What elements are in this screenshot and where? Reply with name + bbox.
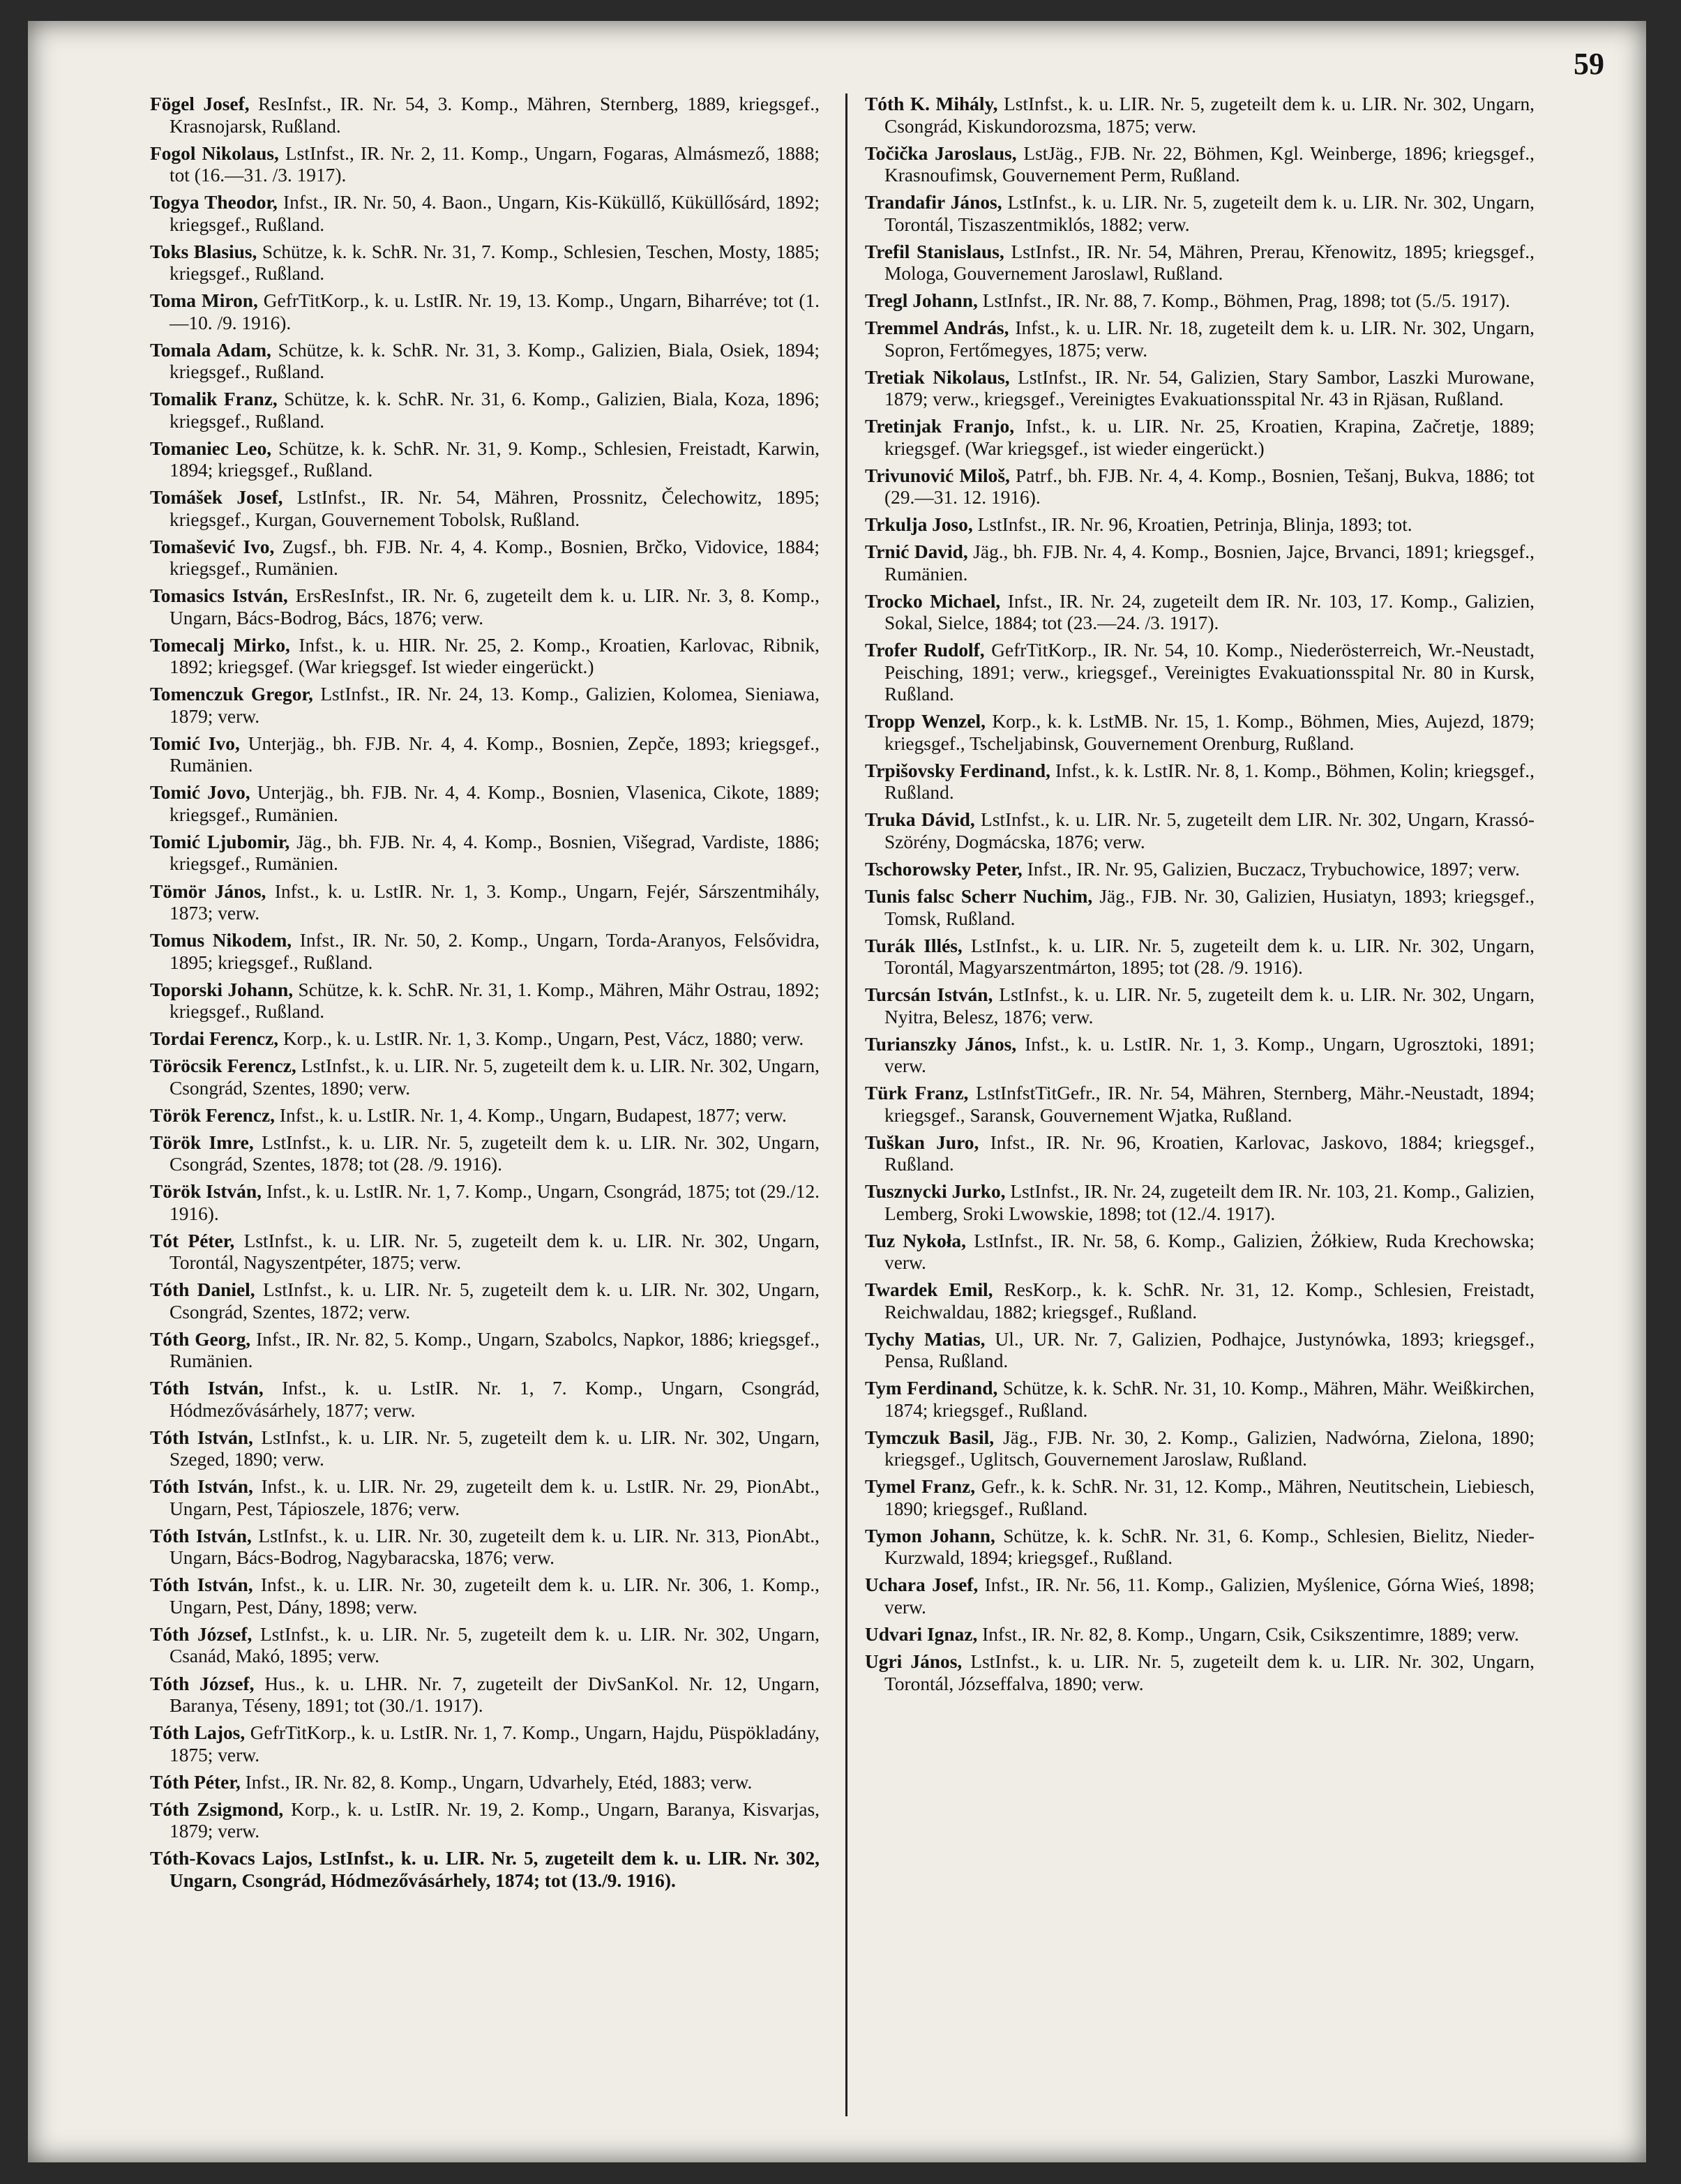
entry-details: Infst., IR. Nr. 95, Galizien, Buczacz, Trybuchowice, 1897; verw. (1022, 858, 1520, 880)
entry-details: LstInfst., k. u. LIR. Nr. 5, zugeteilt dem k. u. LIR. Nr. 302, Ungarn, Torontál, Magyarszentmárton, 1895; tot (28. /9. 1916). (884, 935, 1535, 979)
entry-details: LstInfst., IR. Nr. 54, Mähren, Prerau, Křenowitz, 1895; kriegsgef., Mologa, Gouvernement Jaroslawl, Rußland. (884, 241, 1535, 285)
column-divider (845, 93, 847, 2116)
entry-details: Schütze, k. k. SchR. Nr. 31, 7. Komp., Schlesien, Teschen, Mosty, 1885; kriegsgef., Rußland. (169, 241, 820, 285)
entry-details: Unterjäg., bh. FJB. Nr. 4, 4. Komp., Bosnien, Zepče, 1893; kriegsgef., Rumänien. (169, 732, 820, 776)
entry-name: Török István, (150, 1181, 262, 1203)
entry-name: Tomenczuk Gregor, (150, 684, 313, 705)
entry-details: Infst., IR. Nr. 82, 5. Komp., Ungarn, Szabolcs, Napkor, 1886; kriegsgef., Rumänien. (169, 1328, 820, 1372)
entry-name: Truka Dávid, (865, 809, 975, 831)
entry-details: Patrf., bh. FJB. Nr. 4, 4. Komp., Bosnien, Tešanj, Bukva, 1886; tot (29.—31. 12. 1916). (884, 465, 1535, 509)
list-item (150, 438, 820, 482)
entry-details: Schütze, k. k. SchR. Nr. 31, 6. Komp., Schlesien, Bielitz, Nieder-Kurzwald, 1894; kriegsgef., Rußland. (884, 1525, 1535, 1569)
list-item (865, 935, 1535, 979)
entry-details: Schütze, k. k. SchR. Nr. 31, 3. Komp., Galizien, Biala, Osiek, 1894; kriegsgef., Rußland. (169, 339, 820, 383)
entry-name: Tömör János, (150, 880, 266, 902)
entry-name: Twardek Emil, (865, 1279, 993, 1301)
entry-name: Tuz Nykoła, (865, 1230, 966, 1251)
list-item (865, 1476, 1535, 1520)
list-item (150, 1055, 820, 1099)
entry-name: Töröcsik Ferencz, (150, 1055, 296, 1077)
entry-details: LstInfst., k. u. LIR. Nr. 5, zugeteilt dem k. u. LIR. Nr. 302, Ungarn, Nyitra, Belesz, 1876; verw. (884, 984, 1535, 1027)
entry-details: Infst., k. u. LIR. Nr. 18, zugeteilt dem k. u. LIR. Nr. 302, Ungarn, Sopron, Fertőmegyes, 1875; verw. (884, 317, 1535, 361)
list-item (865, 711, 1535, 755)
list-item (150, 1574, 820, 1618)
entry-details: LstInfst., k. u. LIR. Nr. 5, zugeteilt dem k. u. LIR. Nr. 302, Ungarn, Csongrád, Szentes, 1878; tot (28. /9. 1916). (169, 1131, 820, 1175)
entry-name: Tusznycki Jurko, (865, 1181, 1006, 1203)
entry-details: ResInfst., IR. Nr. 54, 3. Komp., Mähren, Sternberg, 1889, kriegsgef., Krasnojarsk, Rußland. (169, 93, 820, 137)
entry-name: Trkulja Joso, (865, 514, 973, 536)
list-item (865, 514, 1535, 536)
list-item (150, 93, 820, 137)
list-item (150, 585, 820, 629)
entry-details: Hus., k. u. LHR. Nr. 7, zugeteilt der DivSanKol. Nr. 12, Ungarn, Baranya, Téseny, 1891; tot (30./1. 1917). (169, 1673, 820, 1717)
entry-name: Tregl Johann, (865, 290, 978, 312)
entry-name: Tomala Adam, (150, 339, 271, 361)
entry-name: Uchara Josef, (865, 1574, 979, 1596)
entry-details: Infst., IR. Nr. 56, 11. Komp., Galizien, Myślenice, Górna Wieś, 1898; verw. (884, 1574, 1535, 1618)
list-item (865, 640, 1535, 706)
entry-details: Korp., k. u. LstIR. Nr. 1, 3. Komp., Ungarn, Pest, Vácz, 1880; verw. (278, 1028, 804, 1050)
entry-details: Infst., k. k. LstIR. Nr. 8, 1. Komp., Böhmen, Kolin; kriegsgef., Rußland. (884, 760, 1535, 804)
entry-name: Tunis falsc Scherr Nuchim, (865, 886, 1093, 907)
entry-details: LstInfst., k. u. LIR. Nr. 5, zugeteilt dem k. u. LIR. Nr. 302, Ungarn, Csongrád, Szentes, 1890; verw. (169, 1055, 820, 1099)
entry-name: Tóth Péter, (150, 1771, 241, 1793)
entry-details: Gefr., k. k. SchR. Nr. 31, 12. Komp., Mähren, Neutitschein, Liebiesch, 1890; kriegsgef., Rußland. (884, 1476, 1535, 1519)
list-item (150, 241, 820, 285)
list-item (865, 192, 1535, 236)
entry-name: Tymel Franz, (865, 1476, 976, 1498)
entry-details: Infst., k. u. LIR. Nr. 25, Kroatien, Krapina, Začretje, 1889; kriegsgef. (War kriegsgef., ist wieder eingerückt.) (884, 416, 1535, 459)
entry-details: Infst., k. u. HIR. Nr. 25, 2. Komp., Kroatien, Karlovac, Ribnik, 1892; kriegsgef. (War kriegsgef. Ist wieder eingerückt.) (169, 634, 820, 678)
list-item (150, 831, 820, 875)
entry-name: Török Imre, (150, 1131, 254, 1153)
entry-name: Trandafir János, (865, 192, 1002, 213)
list-item (150, 487, 820, 531)
entry-name: Trivunović Miloš, (865, 465, 1010, 486)
entry-details: LstInfst., IR. Nr. 54, Mähren, Prossnitz, Čelechowitz, 1895; kriegsgef., Kurgan, Gouvernement Tobolsk, Rußland. (169, 487, 820, 530)
entry-details: LstInfst., k. u. LIR. Nr. 5, zugeteilt dem k. u. LIR. Nr. 302, Ungarn, Torontál, Józseffalva, 1890; verw. (884, 1650, 1535, 1694)
entry-details: Infst., k. u. LstIR. Nr. 1, 3. Komp., Ungarn, Fejér, Sárszentmihály, 1873; verw. (169, 880, 820, 924)
list-item (150, 1526, 820, 1569)
entry-name: Tóth József, (150, 1623, 252, 1645)
entry-name: Tót Péter, (150, 1230, 235, 1251)
entry-name: Ugri János, (865, 1650, 963, 1672)
list-item (150, 881, 820, 925)
entry-details: GefrTitKorp., k. u. LstIR. Nr. 19, 13. Komp., Ungarn, Biharréve; tot (1.—10. /9. 1916). (169, 290, 820, 333)
list-item (865, 591, 1535, 635)
list-item (150, 1624, 820, 1668)
list-item (150, 635, 820, 679)
entry-name: Tretinjak Franjo, (865, 416, 1015, 437)
list-item (865, 1181, 1535, 1225)
list-item (150, 1799, 820, 1843)
entry-details: Schütze, k. k. SchR. Nr. 31, 6. Komp., Galizien, Biala, Koza, 1896; kriegsgef., Rußland. (169, 389, 820, 432)
entry-name: Udvari Ignaz, (865, 1623, 978, 1645)
entry-name: Tomić Ljubomir, (150, 831, 290, 852)
entry-details: Infst., k. u. LIR. Nr. 29, zugeteilt dem k. u. LstIR. Nr. 29, PionAbt., Ungarn, Pest, Tápioszele, 1876; verw. (169, 1476, 820, 1519)
entry-name: Trocko Michael, (865, 590, 1001, 612)
list-item (150, 1772, 820, 1794)
entry-name: Tomášek Josef, (150, 487, 283, 509)
entry-details: Ul., UR. Nr. 7, Galizien, Podhajce, Justynówka, 1893; kriegsgef., Pensa, Rußland. (884, 1328, 1535, 1372)
entry-name: Tomus Nikodem, (150, 930, 292, 951)
entry-name: Türk Franz, (865, 1083, 969, 1104)
entry-details: Infst., k. u. LstIR. Nr. 1, 3. Komp., Ungarn, Ugrosztoki, 1891; verw. (884, 1033, 1535, 1077)
list-item (865, 984, 1535, 1028)
list-item (150, 684, 820, 728)
entry-details: Infst., IR. Nr. 82, 8. Komp., Ungarn, Csik, Csikszentimre, 1889; verw. (977, 1623, 1519, 1645)
entry-details: Korp., k. k. LstMB. Nr. 15, 1. Komp., Böhmen, Mies, Aujezd, 1879; kriegsgef., Tscheljabinsk, Gouvernement Orenburg, Rußland. (884, 711, 1535, 754)
list-item (865, 143, 1535, 187)
entry-name: Fögel Josef, (150, 93, 250, 114)
entry-details: LstInfst., k. u. LIR. Nr. 5, zugeteilt dem k. u. LIR. Nr. 302, Ungarn, Torontál, Nagyszentpéter, 1875; verw. (169, 1230, 820, 1274)
entry-details: Infst., k. u. LstIR. Nr. 1, 7. Komp., Ungarn, Csongrád, Hódmezővásárhely, 1877; verw. (169, 1378, 820, 1421)
entry-name: Toporski Johann, (150, 979, 294, 1000)
list-item (150, 389, 820, 432)
entry-name: Tschorowsky Peter, (865, 858, 1023, 880)
entry-name: Trpišovsky Ferdinand, (865, 760, 1051, 781)
list-item (865, 465, 1535, 509)
list-item (150, 733, 820, 777)
list-item (150, 1181, 820, 1225)
entry-name: Točička Jaroslaus, (865, 142, 1017, 164)
list-item (150, 1028, 820, 1050)
entry-name: Tóth István, (150, 1574, 253, 1596)
list-item (865, 93, 1535, 137)
entry-name: Tymczuk Basil, (865, 1426, 995, 1448)
entry-details: LstInfst., IR. Nr. 54, Galizien, Stary Sambor, Laszki Murowane, 1879; verw., kriegsgef., Vereinigtes Evakuationsspital Nr. 43 in Rjäsan, Rußland. (884, 366, 1535, 410)
entry-name: Turák Illés, (865, 935, 963, 956)
entry-details: LstInfst., k. u. LIR. Nr. 30, zugeteilt dem k. u. LIR. Nr. 313, PionAbt., Ungarn, Bács-Bodrog, Nagybaracska, 1876; verw. (169, 1525, 820, 1569)
list-item (865, 1526, 1535, 1569)
entry-name: Togya Theodor, (150, 192, 278, 213)
list-item (865, 886, 1535, 930)
entry-details: Infst., k. u. LstIR. Nr. 1, 4. Komp., Ungarn, Budapest, 1877; verw. (275, 1104, 787, 1126)
list-item (865, 290, 1535, 312)
entry-details: LstInfst., IR. Nr. 24, zugeteilt dem IR. Nr. 103, 21. Komp., Galizien, Lemberg, Sroki Lwowskie, 1898; tot (12./4. 1917). (884, 1181, 1535, 1224)
list-item (150, 1132, 820, 1176)
entry-details: LstInfst., IR. Nr. 2, 11. Komp., Ungarn, Fogaras, Almásmező, 1888; tot (16.—31. /3. 1917). (169, 142, 820, 186)
entry-details: Infst., k. u. LstIR. Nr. 1, 7. Komp., Ungarn, Csongrád, 1875; tot (29./12. 1916). (169, 1181, 820, 1224)
entry-details: Infst., IR. Nr. 24, zugeteilt dem IR. Nr. 103, 17. Komp., Galizien, Sokal, Sielce, 1884; tot (23.—24. /3. 1917). (884, 590, 1535, 634)
list-item (150, 536, 820, 580)
list-item (865, 367, 1535, 411)
entry-name: Tomić Ivo, (150, 732, 240, 754)
entry-name: Tropp Wenzel, (865, 711, 986, 732)
entry-name: Tóth-Kovacs Lajos, (150, 1848, 313, 1869)
entry-name: Tomaniec Leo, (150, 437, 272, 459)
entry-name: Tretiak Nikolaus, (865, 366, 1010, 388)
entry-name: Tóth K. Mihály, (865, 93, 998, 114)
entry-details: Zugsf., bh. FJB. Nr. 4, 4. Komp., Bosnien, Brčko, Vidovice, 1884; kriegsgef., Rumänien. (169, 536, 820, 580)
entry-name: Tóth Georg, (150, 1328, 251, 1350)
list-item (865, 541, 1535, 585)
left-column (150, 93, 820, 1897)
entry-details: Infst., IR. Nr. 50, 4. Baon., Ungarn, Kis-Küküllő, Küküllősárd, 1892; kriegsgef., Rußland. (169, 192, 820, 235)
entry-details: Schütze, k. k. SchR. Nr. 31, 1. Komp., Mähren, Mähr Ostrau, 1892; kriegsgef., Rußland. (169, 979, 820, 1023)
list-item (865, 241, 1535, 285)
entry-details: LstInfst., k. u. LIR. Nr. 5, zugeteilt dem k. u. LIR. Nr. 302, Ungarn, Szeged, 1890; verw. (169, 1426, 820, 1470)
entry-name: Tóth István, (150, 1476, 253, 1498)
entry-name: Toks Blasius, (150, 241, 257, 262)
entry-details: LstInfst., k. u. LIR. Nr. 5, zugeteilt dem k. u. LIR. Nr. 302, Ungarn, Torontál, Tiszaszentmiklós, 1882; verw. (884, 192, 1535, 235)
list-item (865, 1427, 1535, 1471)
entry-details: LstJäg., FJB. Nr. 22, Böhmen, Kgl. Weinberge, 1896; kriegsgef., Krasnoufimsk, Gouvernement Perm, Rußland. (884, 142, 1535, 186)
entry-details: LstInfst., k. u. LIR. Nr. 5, zugeteilt dem k. u. LIR. Nr. 302, Ungarn, Csongrád, Szentes, 1872; verw. (169, 1279, 820, 1323)
list-item (865, 760, 1535, 804)
entry-name: Tóth Lajos, (150, 1722, 246, 1744)
list-item (865, 1624, 1535, 1646)
list-item (150, 1722, 820, 1766)
list-item (865, 809, 1535, 853)
entry-details: ErsResInfst., IR. Nr. 6, zugeteilt dem k. u. LIR. Nr. 3, 8. Komp., Ungarn, Bács-Bodrog, Bács, 1876; verw. (169, 585, 820, 628)
entry-name: Tomašević Ivo, (150, 536, 275, 557)
right-column (865, 93, 1535, 1701)
entry-name: Török Ferencz, (150, 1104, 276, 1126)
entry-details: GefrTitKorp., IR. Nr. 54, 10. Komp., Niederösterreich, Wr.-Neustadt, Peisching, 1891; verw., kriegsgef., Vereinigtes Evakuationsspital Nr. 80 in Kursk, Rußland. (884, 640, 1535, 705)
entry-details: LstInfst., IR. Nr. 96, Kroatien, Petrinja, Blinja, 1893; tot. (972, 514, 1412, 536)
list-item (150, 782, 820, 826)
entry-details: Infst., IR. Nr. 82, 8. Komp., Ungarn, Udvarhely, Etéd, 1883; verw. (240, 1771, 753, 1793)
entry-details: LstInfst., IR. Nr. 58, 6. Komp., Galizien, Żółkiew, Ruda Krechowska; verw. (884, 1230, 1535, 1274)
list-item (865, 1378, 1535, 1422)
list-item (150, 930, 820, 974)
entry-details: Schütze, k. k. SchR. Nr. 31, 9. Komp., Schlesien, Freistadt, Karwin, 1894; kriegsgef., Rußland. (169, 437, 820, 481)
list-item (150, 1673, 820, 1717)
entry-details: LstInfst., k. u. LIR. Nr. 5, zugeteilt dem LIR. Nr. 302, Ungarn, Krassó-Szörény, Dogmácska, 1876; verw. (884, 809, 1535, 852)
entry-details: Jäg., FJB. Nr. 30, Galizien, Husiatyn, 1893; kriegsgef., Tomsk, Rußland. (884, 886, 1535, 929)
entry-details: GefrTitKorp., k. u. LstIR. Nr. 1, 7. Komp., Ungarn, Hajdu, Püspökladány, 1875; verw. (169, 1722, 820, 1765)
entry-name: Tuškan Juro, (865, 1131, 979, 1153)
entry-details: Korp., k. u. LstIR. Nr. 19, 2. Komp., Ungarn, Baranya, Kisvarjas, 1879; verw. (169, 1798, 820, 1842)
entry-details: Infst., IR. Nr. 96, Kroatien, Karlovac, Jaskovo, 1884; kriegsgef., Rußland. (884, 1131, 1535, 1175)
list-item (150, 1230, 820, 1274)
entry-name: Tremmel András, (865, 317, 1009, 339)
entry-details: LstInfst., k. u. LIR. Nr. 5, zugeteilt dem k. u. LIR. Nr. 302, Ungarn, Csongrád, Hódmezővásárhely, 1874; tot (13./9. 1916). (169, 1848, 820, 1891)
entry-name: Turianszky János, (865, 1033, 1017, 1055)
list-item (150, 192, 820, 236)
entry-name: Tymon Johann, (865, 1525, 995, 1546)
entry-name: Tomalik Franz, (150, 389, 278, 410)
list-item (150, 1329, 820, 1373)
entry-name: Tomasics István, (150, 585, 288, 607)
list-item (865, 416, 1535, 460)
list-item (865, 1034, 1535, 1078)
entry-details: LstInfst., k. u. LIR. Nr. 5, zugeteilt dem k. u. LIR. Nr. 302, Ungarn, Csongrád, Kiskundorozsma, 1875; verw. (884, 93, 1535, 137)
entry-details: Infst., k. u. LIR. Nr. 30, zugeteilt dem k. u. LIR. Nr. 306, 1. Komp., Ungarn, Pest, Dány, 1898; verw. (169, 1574, 820, 1618)
entry-details: Unterjäg., bh. FJB. Nr. 4, 4. Komp., Bosnien, Vlasenica, Cikote, 1889; kriegsgef., Rumänien. (169, 782, 820, 825)
entry-details: Jäg., FJB. Nr. 30, 2. Komp., Galizien, Nadwórna, Zielona, 1890; kriegsgef., Uglitsch, Gouvernement Jaroslaw, Rußland. (884, 1426, 1535, 1470)
entry-name: Tym Ferdinand, (865, 1378, 998, 1399)
list-item (865, 317, 1535, 361)
entry-name: Tordai Ferencz, (150, 1028, 279, 1050)
list-item (865, 1083, 1535, 1127)
page-number: 59 (1574, 47, 1604, 81)
entry-name: Toma Miron, (150, 290, 258, 312)
entry-details: Infst., IR. Nr. 50, 2. Komp., Ungarn, Torda-Aranyos, Felsővidra, 1895; kriegsgef., Rußland. (169, 930, 820, 973)
list-item (150, 143, 820, 187)
list-item (865, 1651, 1535, 1695)
list-item (150, 1378, 820, 1422)
entry-details: Jäg., bh. FJB. Nr. 4, 4. Komp., Bosnien, Višegrad, Vardiste, 1886; kriegsgef., Rumänien. (169, 831, 820, 875)
entry-details: Jäg., bh. FJB. Nr. 4, 4. Komp., Bosnien, Jajce, Brvanci, 1891; kriegsgef., Rumänien. (884, 541, 1535, 585)
entry-details: ResKorp., k. k. SchR. Nr. 31, 12. Komp., Schlesien, Freistadt, Reichwaldau, 1882; kriegsgef., Rußland. (884, 1279, 1535, 1323)
entry-name: Tomić Jovo, (150, 782, 250, 804)
list-item (865, 1329, 1535, 1373)
entry-name: Trofer Rudolf, (865, 640, 985, 661)
list-item (150, 1279, 820, 1323)
list-item (150, 1476, 820, 1520)
entry-details: LstInfst., IR. Nr. 24, 13. Komp., Galizien, Kolomea, Sieniawa, 1879; verw. (169, 684, 820, 727)
entry-name: Turcsán István, (865, 984, 993, 1006)
entry-name: Tóth József, (150, 1673, 255, 1694)
list-item (150, 1427, 820, 1471)
list-item (150, 1848, 820, 1892)
entry-name: Trefil Stanislaus, (865, 241, 1004, 262)
list-item (150, 290, 820, 334)
entry-name: Tomecalj Mirko, (150, 634, 290, 656)
list-item (150, 1105, 820, 1127)
entry-name: Tóth István, (150, 1525, 252, 1546)
list-item (865, 1132, 1535, 1176)
entry-details: Schütze, k. k. SchR. Nr. 31, 10. Komp., Mähren, Mähr. Weißkirchen, 1874; kriegsgef., Rußland. (884, 1378, 1535, 1421)
entry-name: Tychy Matias, (865, 1328, 986, 1350)
entry-name: Fogol Nikolaus, (150, 142, 279, 164)
list-item (865, 859, 1535, 881)
entry-details: LstInfst., IR. Nr. 88, 7. Komp., Böhmen, Prag, 1898; tot (5./5. 1917). (977, 290, 1510, 312)
entry-name: Tóth Daniel, (150, 1279, 255, 1301)
list-item (865, 1574, 1535, 1618)
entry-name: Tóth Zsigmond, (150, 1798, 284, 1820)
list-item (150, 340, 820, 384)
list-item (865, 1230, 1535, 1274)
entry-name: Tóth István, (150, 1426, 253, 1448)
list-item (150, 979, 820, 1023)
list-item (865, 1279, 1535, 1323)
entry-details: LstInfst., k. u. LIR. Nr. 5, zugeteilt dem k. u. LIR. Nr. 302, Ungarn, Csanád, Makó, 1895; verw. (169, 1623, 820, 1667)
entry-name: Trnić David, (865, 541, 968, 563)
entry-name: Tóth István, (150, 1378, 264, 1399)
entry-details: LstInfstTitGefr., IR. Nr. 54, Mähren, Sternberg, Mähr.-Neustadt, 1894; kriegsgef., Saransk, Gouvernement Wjatka, Rußland. (884, 1083, 1535, 1126)
document-page (28, 21, 1646, 2162)
